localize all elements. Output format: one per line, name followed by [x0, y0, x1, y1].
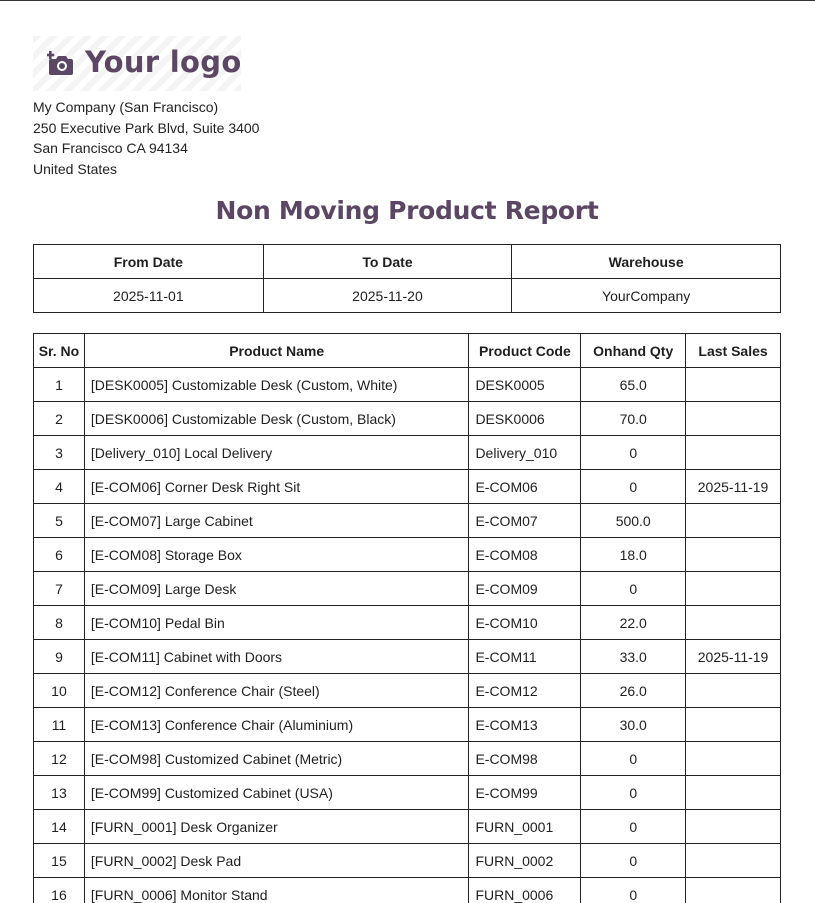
sr-no-cell: 12	[34, 742, 85, 776]
product-name-cell: [E-COM07] Large Cabinet	[84, 504, 469, 538]
last-sales-cell	[686, 436, 781, 470]
header-onhand-qty: Onhand Qty	[581, 334, 686, 368]
onhand-qty-cell: 18.0	[581, 538, 686, 572]
product-name-cell: [DESK0006] Customizable Desk (Custom, Black)	[84, 402, 469, 436]
product-code-cell: DESK0006	[469, 402, 581, 436]
products-header-row	[34, 334, 781, 368]
sr-no-cell: 16	[34, 878, 85, 903]
summary-header-row	[34, 245, 781, 279]
company-address	[33, 97, 259, 180]
sr-no-cell: 3	[34, 436, 85, 470]
products-table	[33, 333, 781, 903]
table-row	[34, 572, 781, 606]
table-row	[34, 470, 781, 504]
onhand-qty-cell: 0	[581, 470, 686, 504]
product-code-cell: E-COM10	[469, 606, 581, 640]
onhand-qty-cell: 0	[581, 776, 686, 810]
product-code-cell: Delivery_010	[469, 436, 581, 470]
table-row	[34, 708, 781, 742]
header-warehouse: Warehouse	[512, 245, 781, 279]
table-row	[34, 538, 781, 572]
onhand-qty-cell: 0	[581, 572, 686, 606]
table-row	[34, 878, 781, 903]
sr-no-cell: 5	[34, 504, 85, 538]
sr-no-cell: 11	[34, 708, 85, 742]
onhand-qty-cell: 0	[581, 742, 686, 776]
product-code-cell: DESK0005	[469, 368, 581, 402]
table-row	[34, 606, 781, 640]
onhand-qty-cell: 0	[581, 810, 686, 844]
table-row	[34, 810, 781, 844]
product-name-cell: [E-COM08] Storage Box	[84, 538, 469, 572]
last-sales-cell	[686, 776, 781, 810]
sr-no-cell: 9	[34, 640, 85, 674]
header-product-code: Product Code	[469, 334, 581, 368]
table-row	[34, 674, 781, 708]
last-sales-cell	[686, 742, 781, 776]
last-sales-cell	[686, 878, 781, 903]
product-code-cell: E-COM08	[469, 538, 581, 572]
product-code-cell: FURN_0002	[469, 844, 581, 878]
product-code-cell: E-COM12	[469, 674, 581, 708]
product-name-cell: [FURN_0001] Desk Organizer	[84, 810, 469, 844]
onhand-qty-cell: 0	[581, 878, 686, 903]
table-row	[34, 368, 781, 402]
header-sr-no: Sr. No	[34, 334, 85, 368]
product-name-cell: [E-COM99] Customized Cabinet (USA)	[84, 776, 469, 810]
address-line: United States	[33, 161, 118, 178]
onhand-qty-cell: 0	[581, 436, 686, 470]
product-code-cell: E-COM07	[469, 504, 581, 538]
onhand-qty-cell: 0	[581, 844, 686, 878]
from-date-value: 2025-11-01	[34, 279, 264, 313]
to-date-value: 2025-11-20	[263, 279, 512, 313]
sr-no-cell: 6	[34, 538, 85, 572]
address-line: My Company (San Francisco)	[33, 99, 219, 115]
sr-no-cell: 15	[34, 844, 85, 878]
address-line: 250 Executive Park Blvd, Suite 3400	[33, 119, 260, 136]
product-name-cell: [FURN_0002] Desk Pad	[84, 844, 469, 878]
last-sales-cell	[686, 402, 781, 436]
last-sales-cell	[686, 810, 781, 844]
last-sales-cell	[686, 538, 781, 572]
product-name-cell: [FURN_0006] Monitor Stand	[84, 878, 469, 903]
table-row	[34, 742, 781, 776]
last-sales-cell	[686, 504, 781, 538]
product-name-cell: [E-COM13] Conference Chair (Aluminium)	[84, 708, 469, 742]
product-name-cell: [E-COM11] Cabinet with Doors	[84, 640, 469, 674]
last-sales-cell	[686, 844, 781, 878]
sr-no-cell: 4	[34, 470, 85, 504]
header-to-date: To Date	[263, 245, 512, 279]
last-sales-cell: 2025-11-19	[686, 470, 781, 504]
summary-table	[33, 244, 781, 313]
product-name-cell: [DESK0005] Customizable Desk (Custom, White)	[84, 368, 469, 402]
table-row	[34, 776, 781, 810]
product-code-cell: FURN_0001	[469, 810, 581, 844]
last-sales-cell	[686, 674, 781, 708]
product-name-cell: [E-COM10] Pedal Bin	[84, 606, 469, 640]
report-title: Non Moving Product Report	[215, 196, 599, 225]
summary-value-row	[34, 279, 781, 313]
header-last-sales: Last Sales	[686, 334, 781, 368]
product-code-cell: E-COM98	[469, 742, 581, 776]
product-name-cell: [E-COM98] Customized Cabinet (Metric)	[84, 742, 469, 776]
table-row	[34, 640, 781, 674]
product-name-cell: [E-COM09] Large Desk	[84, 572, 469, 606]
sr-no-cell: 1	[34, 368, 85, 402]
last-sales-cell	[686, 368, 781, 402]
sr-no-cell: 8	[34, 606, 85, 640]
onhand-qty-cell: 33.0	[581, 640, 686, 674]
address-line: San Francisco CA 94134	[33, 140, 188, 157]
onhand-qty-cell: 500.0	[581, 504, 686, 538]
company-logo	[33, 36, 241, 91]
product-code-cell: E-COM11	[469, 640, 581, 674]
table-row	[34, 844, 781, 878]
sr-no-cell: 2	[34, 402, 85, 436]
table-row	[34, 504, 781, 538]
product-name-cell: [E-COM06] Corner Desk Right Sit	[84, 470, 469, 504]
onhand-qty-cell: 65.0	[581, 368, 686, 402]
warehouse-value: YourCompany	[512, 279, 781, 313]
sr-no-cell: 7	[34, 572, 85, 606]
sr-no-cell: 14	[34, 810, 85, 844]
product-code-cell: FURN_0006	[469, 878, 581, 903]
logo-text: Your logo	[85, 45, 242, 79]
product-code-cell: E-COM99	[469, 776, 581, 810]
product-code-cell: E-COM09	[469, 572, 581, 606]
table-row	[34, 436, 781, 470]
onhand-qty-cell: 22.0	[581, 606, 686, 640]
onhand-qty-cell: 26.0	[581, 674, 686, 708]
camera-plus-icon	[47, 51, 75, 77]
header-from-date: From Date	[34, 245, 264, 279]
last-sales-cell	[686, 708, 781, 742]
sr-no-cell: 13	[34, 776, 85, 810]
last-sales-cell	[686, 572, 781, 606]
onhand-qty-cell: 70.0	[581, 402, 686, 436]
onhand-qty-cell: 30.0	[581, 708, 686, 742]
last-sales-cell: 2025-11-19	[686, 640, 781, 674]
table-row	[34, 402, 781, 436]
product-code-cell: E-COM13	[469, 708, 581, 742]
product-name-cell: [E-COM12] Conference Chair (Steel)	[84, 674, 469, 708]
sr-no-cell: 10	[34, 674, 85, 708]
last-sales-cell	[686, 606, 781, 640]
product-code-cell: E-COM06	[469, 470, 581, 504]
product-name-cell: [Delivery_010] Local Delivery	[84, 436, 469, 470]
header-product-name: Product Name	[84, 334, 469, 368]
